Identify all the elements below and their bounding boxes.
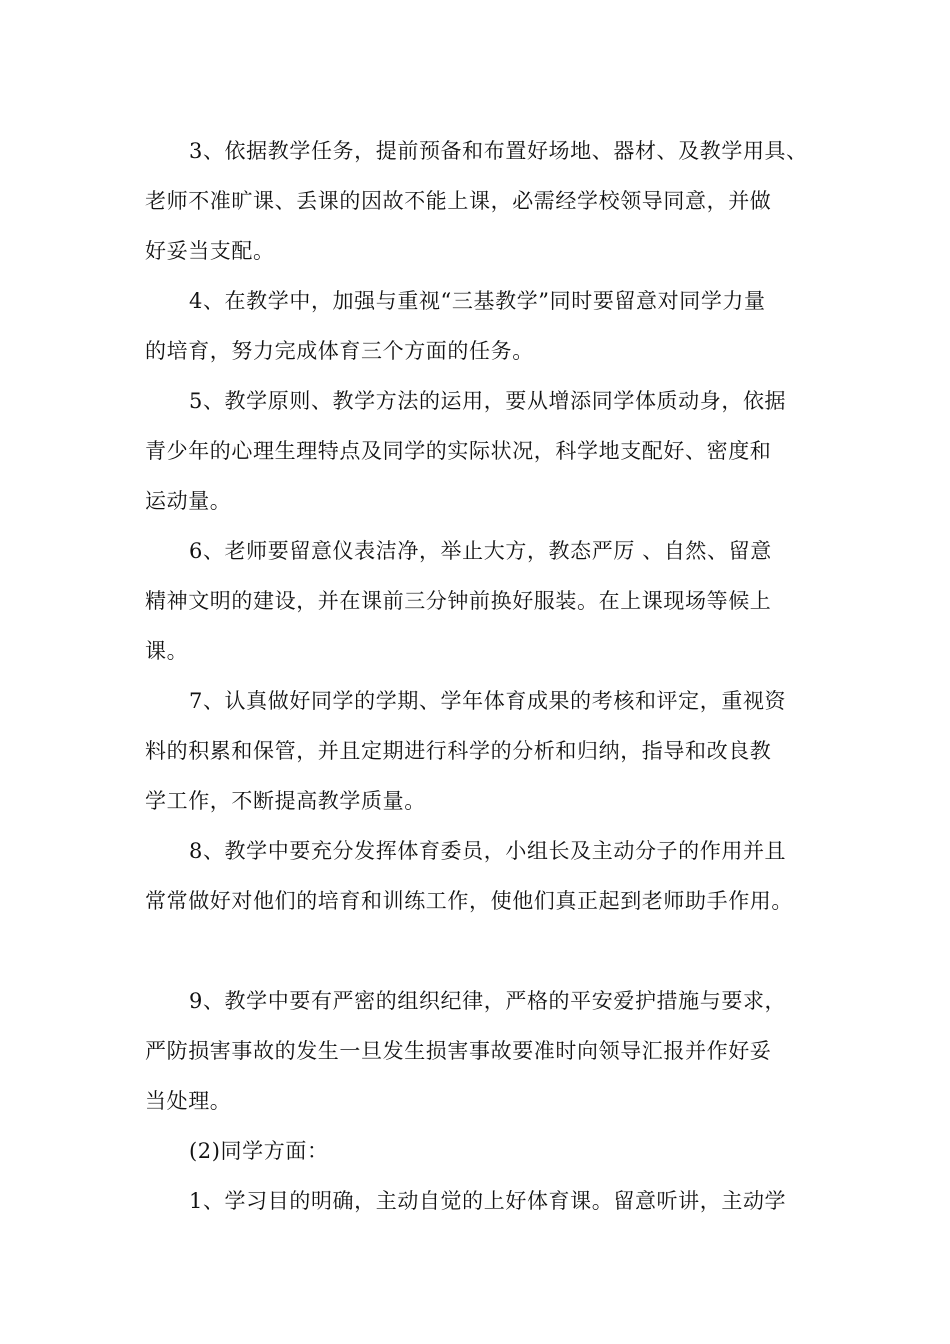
paragraph-9-line-2: 严防损害事故的发生一旦发生损害事故要准时向领导汇报并作好妥: [145, 1039, 772, 1063]
paragraph-7-line-3: 学工作，不断提高教学质量。: [145, 789, 426, 813]
paragraph-3-line-1: 3、依据教学任务，提前预备和布置好场地、器材、及教学用具、: [189, 139, 808, 163]
paragraph-9-line-1: 9、教学中要有严密的组织纪律，严格的平安爱护措施与要求，: [189, 989, 787, 1013]
paragraph-5-line-2: 青少年的心理生理特点及同学的实际状况，科学地支配好、密度和: [145, 439, 772, 463]
paragraph-3-line-3: 好妥当支配。: [145, 239, 275, 263]
paragraph-6-line-3: 课。: [145, 639, 189, 663]
paragraph-3-line-2: 老师不准旷课、丢课的因故不能上课，必需经学校领导同意，并做: [145, 189, 772, 213]
paragraph-7-line-1: 7、认真做好同学的学期、学年体育成果的考核和评定，重视资: [189, 689, 787, 713]
student-paragraph-1-line-1: 1、学习目的明确，主动自觉的上好体育课。留意听讲，主动学: [189, 1189, 787, 1213]
paragraph-4-line-1: 4、在教学中，加强与重视“三基教学”同时要留意对同学力量: [189, 289, 766, 313]
section-heading-student: (2)同学方面：: [189, 1139, 329, 1163]
paragraph-6-line-1: 6、老师要留意仪表洁净，举止大方，教态严厉 、自然、留意: [189, 539, 772, 563]
paragraph-5-line-1: 5、教学原则、教学方法的运用，要从增添同学体质动身，依据: [189, 389, 787, 413]
paragraph-9-line-3: 当处理。: [145, 1089, 232, 1113]
paragraph-7-line-2: 料的积累和保管，并且定期进行科学的分析和归纳，指导和改良教: [145, 739, 772, 763]
paragraph-6-line-2: 精神文明的建设，并在课前三分钟前换好服装。在上课现场等候上: [145, 589, 772, 613]
paragraph-8-line-2: 常常做好对他们的培育和训练工作，使他们真正起到老师助手作用。: [145, 889, 793, 913]
paragraph-8-line-1: 8、教学中要充分发挥体育委员，小组长及主动分子的作用并且: [189, 839, 787, 863]
paragraph-4-line-2: 的培育，努力完成体育三个方面的任务。: [145, 339, 534, 363]
paragraph-5-line-3: 运动量。: [145, 489, 232, 513]
